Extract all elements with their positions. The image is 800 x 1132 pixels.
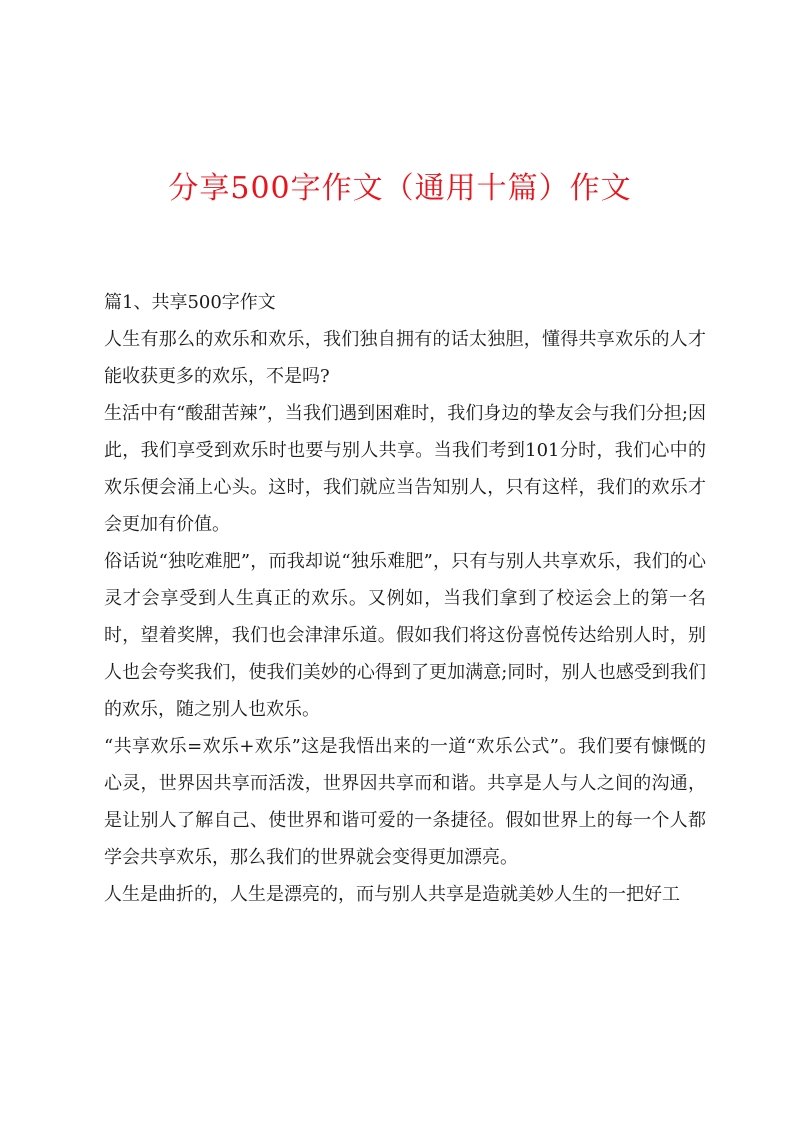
paragraph-2: 生活中有“酸甜苦辣”，当我们遇到困难时，我们身边的挚友会与我们分担;因此，我们享受到欢乐时也要与别人共享。当我们考到101分时，我们心中的欢乐便会涌上心头。这时，我们就应当告知别人，只有这样，我们的欢乐才会更加有价值。	[104, 403, 706, 535]
paragraph-5: 人生是曲折的，人生是漂亮的，而与别人共享是造就美妙人生的一把好工	[104, 884, 680, 905]
paragraph-4: “共享欢乐=欢乐+欢乐”这是我悟出来的一道“欢乐公式”。我们要有慷慨的心灵，世界因共享而活泼，世界因共享而和谐。共享是人与人之间的沟通，是让别人了解自己、使世界和谐可爱的一条捷径。假如世界上的每一个人都学会共享欢乐，那么我们的世界就会变得更加漂亮。	[104, 736, 706, 868]
section-heading: 篇1、共享500字作文	[104, 292, 276, 313]
paragraph-1: 人生有那么的欢乐和欢乐，我们独自拥有的话太独胆，懂得共享欢乐的人才能收获更多的欢乐，不是吗?	[104, 329, 706, 387]
document-title: 分享500字作文（通用十篇）作文	[168, 171, 632, 206]
paragraph-3: 俗话说“独吃难肥”，而我却说“独乐难肥”，只有与别人共享欢乐，我们的心灵才会享受到人生真正的欢乐。又例如，当我们拿到了校运会上的第一名时，望着奖牌，我们也会津津乐道。假如我们将这份喜悦传达给别人时，别人也会夸奖我们，使我们美妙的心得到了更加满意;同时，别人也感受到我们的欢乐，随之别人也欢乐。	[104, 551, 706, 720]
document-body	[104, 284, 706, 913]
